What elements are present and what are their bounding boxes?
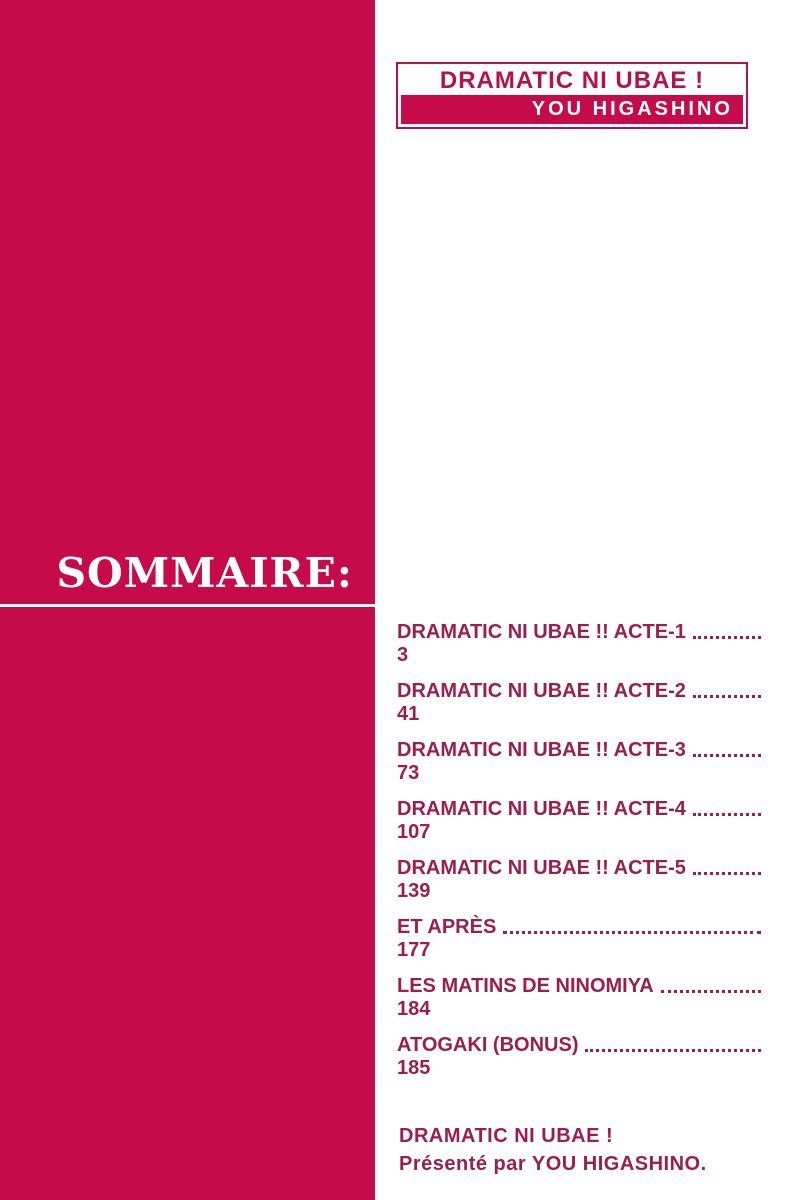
toc-entry-page: 139 <box>397 880 431 902</box>
toc-entry-title: DRAMATIC NI UBAE !! ACTE-1 <box>397 621 686 643</box>
toc-entry-title: ET APRÈS <box>397 916 497 938</box>
toc-entry <box>397 621 761 667</box>
author-bar <box>401 95 743 124</box>
dot-leader <box>693 813 761 816</box>
toc-entry-page: 41 <box>397 703 420 725</box>
toc-entry-page: 3 <box>397 644 409 666</box>
toc-entry-title: ATOGAKI (BONUS) <box>397 1034 579 1056</box>
dot-leader <box>693 636 761 639</box>
toc-entry <box>397 739 761 785</box>
toc-entry-title: DRAMATIC NI UBAE !! ACTE-4 <box>397 798 686 820</box>
table-of-contents <box>397 621 761 1093</box>
book-title: DRAMATIC NI UBAE ! <box>439 67 705 94</box>
toc-entry <box>397 916 761 962</box>
toc-entry <box>397 1034 761 1080</box>
toc-entry-page: 107 <box>397 821 431 843</box>
dot-leader <box>693 695 761 698</box>
sommaire-divider-line <box>0 604 375 607</box>
dot-leader <box>661 990 761 993</box>
dot-leader <box>503 931 761 934</box>
dot-leader <box>693 754 761 757</box>
dot-leader <box>585 1049 761 1052</box>
toc-entry <box>397 857 761 903</box>
left-color-panel <box>0 0 375 1200</box>
toc-entry <box>397 680 761 726</box>
toc-entry-title: LES MATINS DE NINOMIYA <box>397 975 654 997</box>
toc-entry-page: 177 <box>397 939 431 961</box>
footer-credit-block <box>399 1124 707 1176</box>
toc-entry-page: 73 <box>397 762 420 784</box>
toc-entry <box>397 975 761 1021</box>
toc-entry-title: DRAMATIC NI UBAE !! ACTE-2 <box>397 680 686 702</box>
toc-entry <box>397 798 761 844</box>
toc-entry-page: 184 <box>397 998 431 1020</box>
footer-presented-by: Présenté par YOU HIGASHINO. <box>399 1153 707 1175</box>
title-box <box>396 62 748 129</box>
dot-leader <box>693 872 761 875</box>
toc-entry-title: DRAMATIC NI UBAE !! ACTE-3 <box>397 739 686 761</box>
toc-entry-title: DRAMATIC NI UBAE !! ACTE-5 <box>397 857 686 879</box>
toc-entry-page: 185 <box>397 1057 431 1079</box>
footer-title: DRAMATIC NI UBAE ! <box>399 1125 614 1147</box>
sommaire-heading: SOMMAIRE: <box>56 549 353 597</box>
author-name: YOU HIGASHINO <box>531 98 733 120</box>
